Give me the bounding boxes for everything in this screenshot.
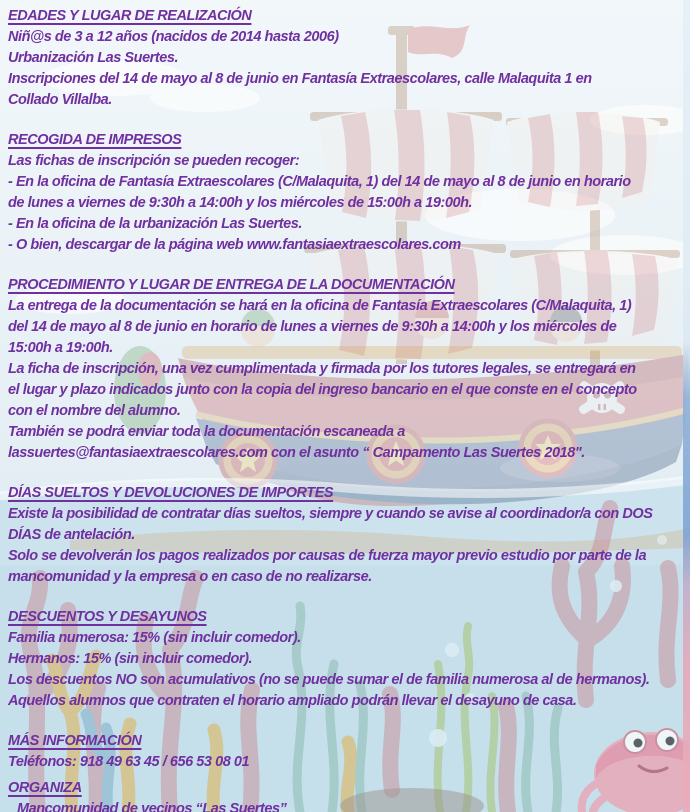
text-line: DÍAS de antelación. bbox=[8, 527, 135, 543]
text-line: Solo se devolverán los pagos realizados por causas de fuerza mayor previo estudio por parte de la bbox=[8, 548, 647, 564]
text-line: Existe la posibilidad de contratar días sueltos, siempre y cuando se avise al coordinador/a con DOS bbox=[8, 506, 653, 522]
section-heading: PROCEDIMIENTO Y LUGAR DE ENTREGA DE LA DOCUMENTACIÓN bbox=[8, 277, 455, 293]
section-heading: DÍAS SUELTOS Y DEVOLUCIONES DE IMPORTES bbox=[8, 485, 334, 501]
text-line: con el nombre del alumno. bbox=[8, 403, 181, 419]
text-line: Niñ@s de 3 a 12 años (nacidos de 2014 hasta 2006) bbox=[8, 29, 339, 45]
text-line: Las fichas de inscripción se pueden recoger: bbox=[8, 153, 300, 169]
text-line: de lunes a viernes de 9:30h a 14:00h y los miércoles de 15:00h a 19:00h. bbox=[8, 195, 473, 211]
section-heading: ORGANIZA bbox=[8, 780, 82, 796]
text-line website-text: - O bien, descargar de la página web www.fantasiaextraescolares.com bbox=[8, 237, 461, 253]
section-edades bbox=[8, 6, 684, 111]
text-line: del 14 de mayo al 8 de junio en horario de lunes a viernes de 9:30h a 14:00h y los miércoles de bbox=[8, 319, 617, 335]
organizer-name: Mancomunidad de vecinos “Las Suertes” bbox=[17, 801, 287, 812]
text-line: Urbanización Las Suertes. bbox=[8, 50, 179, 66]
text-line: Inscripciones del 14 de mayo al 8 de junio en Fantasía Extraescolares, calle Malaquita 1 en bbox=[8, 71, 592, 87]
text-line: Aquellos alumnos que contraten el horario ampliado podrán llevar el desayuno de casa. bbox=[8, 693, 577, 709]
text-line: También se podrá enviar toda la documentación escaneada a bbox=[8, 424, 405, 440]
text-line email-text: lassuertes@fantasiaextraescolares.com con el asunto “ Campamento Las Suertes 2018". bbox=[8, 445, 585, 461]
section-heading: EDADES Y LUGAR DE REALIZACIÓN bbox=[8, 8, 252, 24]
section-heading: MÁS INFORMACIÓN bbox=[8, 733, 142, 749]
section-mas-informacion bbox=[8, 731, 684, 773]
section-procedimiento bbox=[8, 275, 684, 464]
section-heading: DESCUENTOS Y DESAYUNOS bbox=[8, 609, 207, 625]
text-line: La ficha de inscripción, una vez cumplimentada y firmada por los tutores legales, se entregará en bbox=[8, 361, 636, 377]
text-line: - En la oficina de la urbanización Las Suertes. bbox=[8, 216, 302, 232]
text-line: Collado Villalba. bbox=[8, 92, 112, 108]
text-line: Hermanos: 15% (sin incluir comedor). bbox=[8, 651, 253, 667]
text-line: - En la oficina de Fantasía Extraescolares (C/Malaquita, 1) del 14 de mayo al 8 de junio en horario bbox=[8, 174, 631, 190]
section-heading: RECOGIDA DE IMPRESOS bbox=[8, 132, 182, 148]
text-line: Familia numerosa: 15% (sin incluir comedor). bbox=[8, 630, 301, 646]
section-dias-sueltos bbox=[8, 483, 684, 588]
section-organiza bbox=[8, 778, 684, 812]
phone-numbers: Teléfonos: 918 49 63 45 / 656 53 08 01 bbox=[8, 754, 250, 770]
text-line: Los descuentos NO son acumulativos (no se puede sumar el de familia numerosa al de hermanos). bbox=[8, 672, 650, 688]
section-recogida bbox=[8, 130, 684, 256]
section-descuentos bbox=[8, 607, 684, 712]
text-line: 15:00h a 19:00h. bbox=[8, 340, 113, 356]
text-line: el lugar y plazo indicados junto con la copia del ingreso bancario en el que conste en el concepto bbox=[8, 382, 637, 398]
text-line: mancomunidad y la empresa o en caso de no realizarse. bbox=[8, 569, 372, 585]
text-line: La entrega de la documentación se hará en la oficina de Fantasía Extraescolares (C/Malaquita, 1) bbox=[8, 298, 632, 314]
